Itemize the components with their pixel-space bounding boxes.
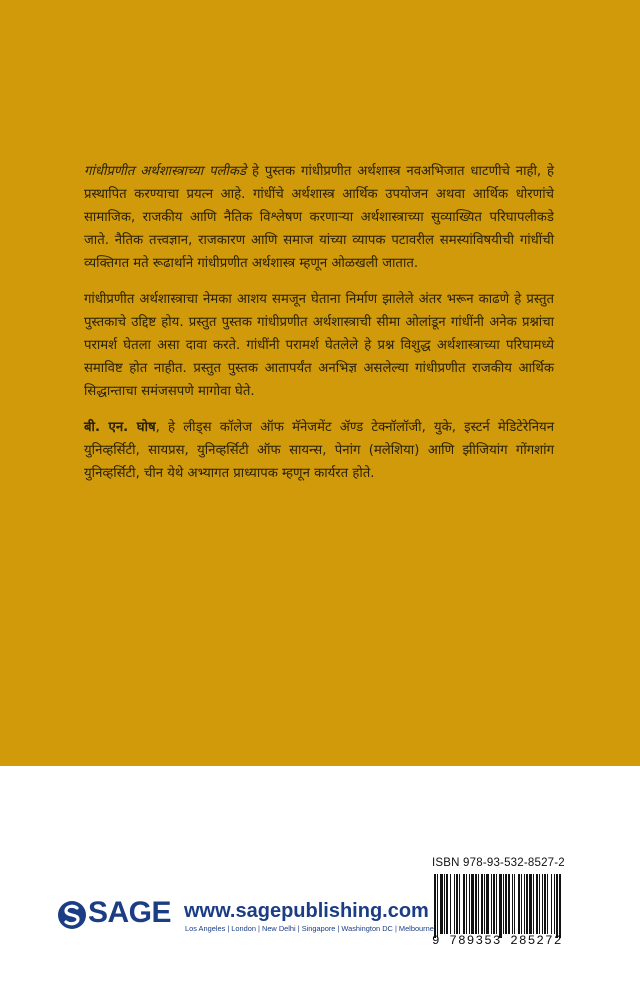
barcode-bar bbox=[444, 874, 445, 934]
barcode-bar bbox=[503, 874, 504, 934]
publisher-url[interactable]: www.sagepublishing.com bbox=[184, 900, 429, 922]
isbn-label: ISBN 978-93-532-8527-2 bbox=[432, 857, 565, 869]
barcode-bar bbox=[437, 874, 438, 938]
barcode-bar bbox=[454, 874, 455, 934]
barcode-bar bbox=[529, 874, 532, 934]
barcode-bar bbox=[475, 874, 477, 934]
barcode-bar bbox=[459, 874, 460, 934]
barcode-bar bbox=[518, 874, 520, 934]
barcode-bar bbox=[533, 874, 534, 934]
barcode-bar bbox=[456, 874, 458, 934]
author-name: बी. एन. घोष bbox=[84, 420, 156, 435]
barcode-bar bbox=[493, 874, 495, 934]
barcode-bar bbox=[508, 874, 510, 934]
barcode-bar bbox=[505, 874, 507, 934]
book-title-italic: गांधीप्रणीत अर्थशास्त्राच्या पलीकडे bbox=[84, 164, 247, 179]
author-bio-body: , हे लीड्स कॉलेज ऑफ मॅनेजमेंट ॲण्ड टेक्नॉलॉजी, युके, इस्टर्न मेडिटेरेनियन युनिव्हर्सिटी, सायप्रस, युनिव्हर्सिटी ऑफ सायन्स, पेनांग (मलेशिया) आणि झीजियांग गोंगशांग युनिव्हर्सिटी, चीन येथे अभ्यागत प्राध्यापक म्हणून कार्यरत होते. bbox=[84, 420, 555, 481]
barcode-bar bbox=[491, 874, 492, 934]
barcode-digits: 9 789353 285272 bbox=[432, 934, 563, 948]
barcode-bar bbox=[434, 874, 436, 938]
barcode-bar bbox=[547, 874, 548, 934]
barcode-bar bbox=[551, 874, 552, 934]
barcode-bar bbox=[524, 874, 525, 934]
publisher-cities: Los Angeles | London | New Delhi | Singapore | Washington DC | Melbourne bbox=[185, 924, 434, 933]
blurb-paragraph-1 bbox=[84, 160, 554, 275]
isbn-barcode bbox=[432, 874, 600, 938]
barcode-bar bbox=[486, 874, 489, 934]
blurb-text bbox=[84, 160, 554, 498]
barcode-bar bbox=[559, 874, 561, 938]
barcode-bar bbox=[514, 874, 515, 934]
barcode-bar bbox=[539, 874, 540, 934]
barcode-bar bbox=[463, 874, 465, 934]
barcode-bar bbox=[521, 874, 522, 934]
barcode-bar bbox=[542, 874, 543, 934]
barcode-bar bbox=[499, 874, 502, 938]
barcode-bar bbox=[478, 874, 479, 934]
barcode-bar bbox=[469, 874, 470, 934]
barcode-bar bbox=[446, 874, 448, 934]
barcode-bar bbox=[536, 874, 538, 934]
barcode-bar bbox=[440, 874, 443, 934]
barcode-bar bbox=[526, 874, 528, 934]
barcode-bar bbox=[481, 874, 483, 934]
barcode-bar bbox=[512, 874, 513, 934]
white-footer-panel bbox=[0, 766, 640, 990]
barcode-bar bbox=[450, 874, 451, 934]
barcode-bar bbox=[466, 874, 467, 934]
barcode-bar bbox=[496, 874, 497, 934]
barcode-bar bbox=[471, 874, 474, 934]
sage-globe-icon bbox=[57, 900, 87, 930]
sage-logo-word: SAGE bbox=[88, 896, 172, 929]
blurb-paragraph-2: गांधीप्रणीत अर्थशास्त्राचा नेमका आशय समजून घेताना निर्माण झालेले अंतर भरून काढणे हे प्रस्तुत पुस्तकाचे उद्दिष्ट होय. प्रस्तुत पुस्तक गांधीप्रणीत अर्थशास्त्राची सीमा ओलांडून गांधींनी अनेक प्रश्नांचा परामर्श घेतला असा दावा करते. गांधींनी परामर्श घेतलेले हे प्रश्न विशुद्ध अर्थशास्त्राच्या परिघामध्ये समाविष्ट होत नाहीत. प्रस्तुत पुस्तक आतापर्यंत अनभिज्ञ असलेल्या गांधीप्रणीत राजकीय आर्थिक सिद्धान्ताचा समंजसपणे मागोवा घेते. bbox=[84, 292, 554, 399]
barcode-bar bbox=[544, 874, 546, 934]
barcode-bar bbox=[554, 874, 555, 934]
author-bio bbox=[84, 416, 554, 485]
barcode-bar bbox=[484, 874, 485, 934]
blurb-paragraph-1-body: हे पुस्तक गांधीप्रणीत अर्थशास्त्र नवअभिजात धाटणीचे नाही, हे प्रस्थापित करण्याचा प्रयत्न आहे. गांधींचे अर्थशास्त्र आर्थिक उपयोजन अथवा आर्थिक धोरणांचे सामाजिक, राजकीय आणि नैतिक विश्लेषण करणाऱ्या अर्थशास्त्राच्या सुव्याख्यित परिघापलीकडे जाते. नैतिक तत्त्वज्ञान, राजकारण आणि समाज यांच्या व्यापक पटावरील समस्यांविषयीची गांधींची व्यक्तिगत मते रूढार्थाने गांधीप्रणीत अर्थशास्त्र म्हणून ओळखली जातात. bbox=[84, 164, 554, 271]
barcode-bar bbox=[556, 874, 558, 938]
